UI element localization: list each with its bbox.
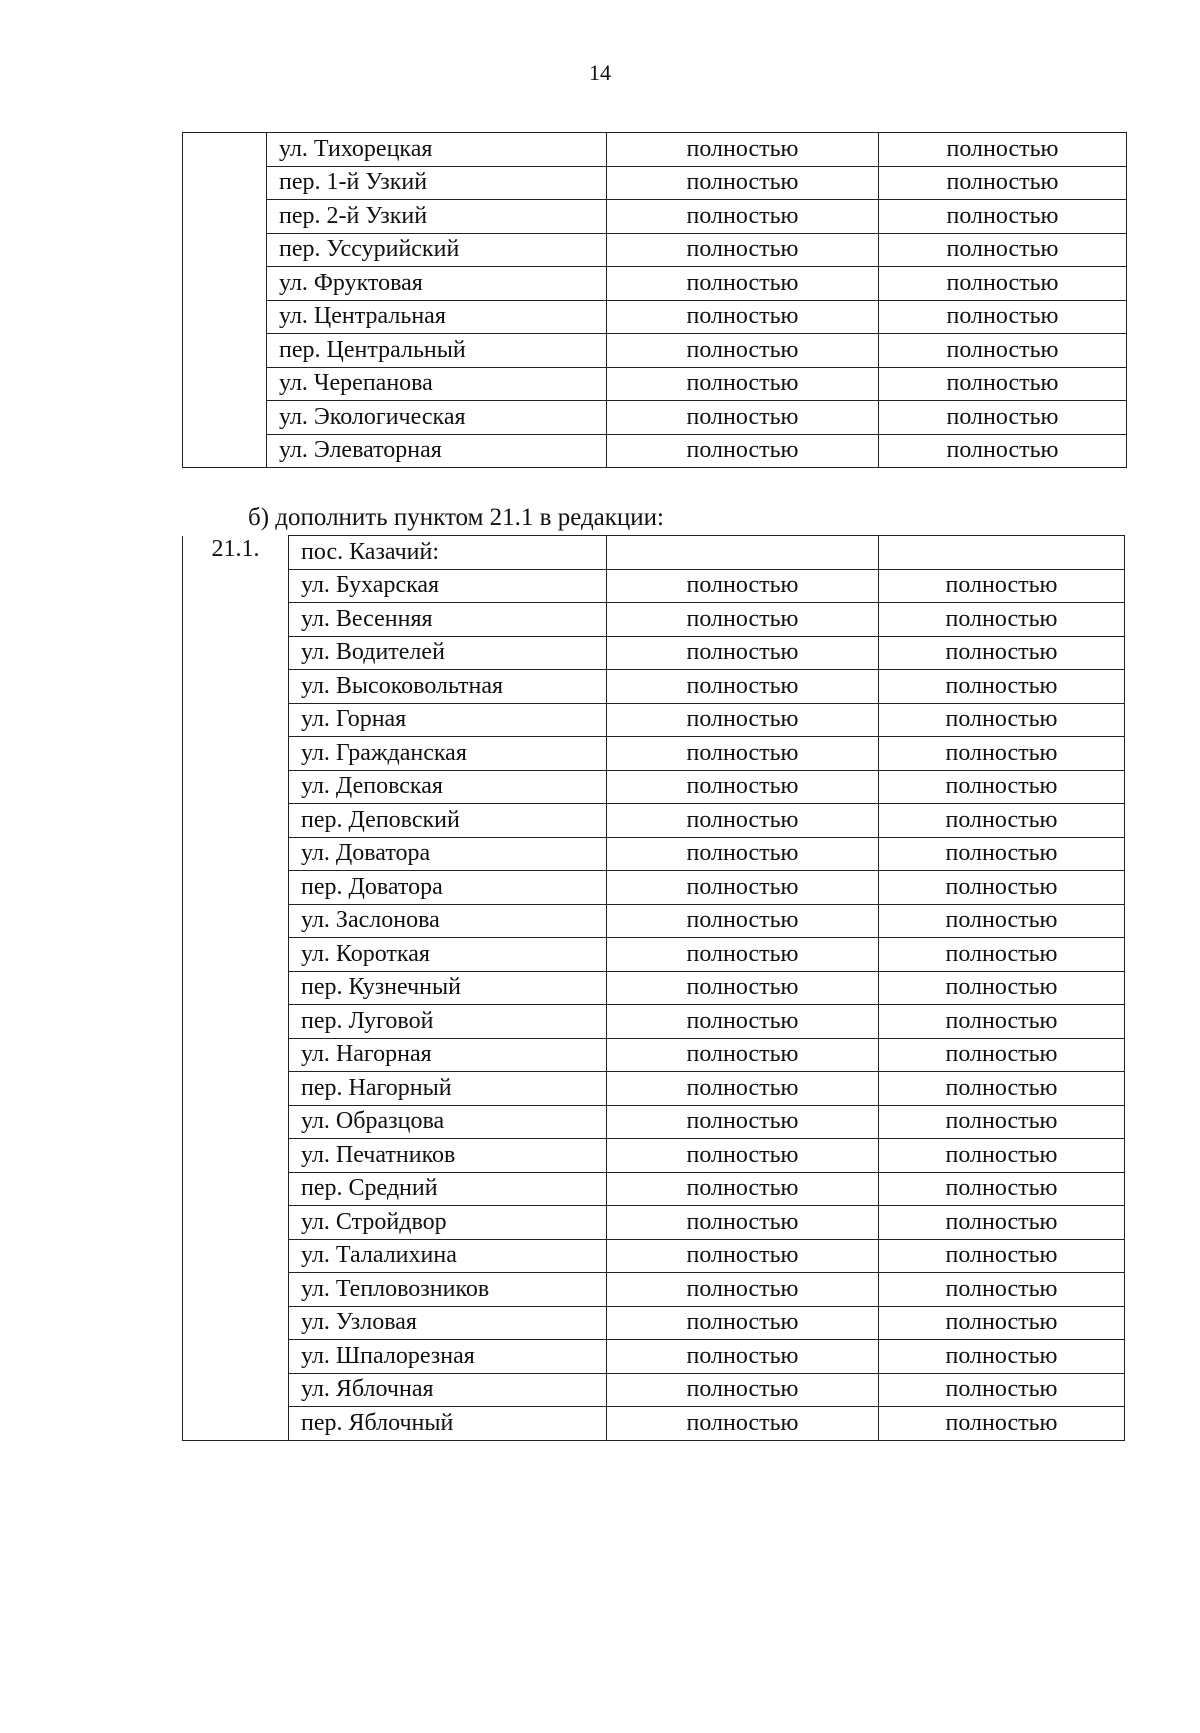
coverage-cell: полностью xyxy=(879,871,1125,905)
coverage-cell: полностью xyxy=(879,434,1127,468)
street-name-cell: пер. Средний xyxy=(289,1172,607,1206)
coverage-cell: полностью xyxy=(607,737,879,771)
item-21-1-table xyxy=(182,535,1125,1441)
coverage-cell: полностью xyxy=(607,770,879,804)
coverage-cell: полностью xyxy=(879,703,1125,737)
table-row xyxy=(183,166,1127,200)
table-row xyxy=(183,401,1127,435)
street-name-cell: ул. Шпалорезная xyxy=(289,1340,607,1374)
coverage-cell: полностью xyxy=(879,1105,1125,1139)
table-row xyxy=(183,1206,1125,1240)
table-row xyxy=(183,1105,1125,1139)
streets-table-continued-body xyxy=(183,133,1127,468)
street-name-cell: ул. Яблочная xyxy=(289,1373,607,1407)
street-name-cell: ул. Нагорная xyxy=(289,1038,607,1072)
table-row xyxy=(183,904,1125,938)
coverage-cell: полностью xyxy=(607,1407,879,1441)
coverage-cell: полностью xyxy=(607,166,879,200)
street-name-cell: ул. Фруктовая xyxy=(267,267,607,301)
coverage-cell: полностью xyxy=(879,938,1125,972)
coverage-cell: полностью xyxy=(607,133,879,167)
street-name-cell: ул. Доватора xyxy=(289,837,607,871)
coverage-cell: полностью xyxy=(879,1072,1125,1106)
table-row xyxy=(183,1407,1125,1441)
coverage-cell: полностью xyxy=(607,971,879,1005)
table-row xyxy=(183,200,1127,234)
coverage-cell: полностью xyxy=(607,904,879,938)
street-name-cell: ул. Талалихина xyxy=(289,1239,607,1273)
street-name-cell: ул. Черепанова xyxy=(267,367,607,401)
coverage-cell: полностью xyxy=(879,1206,1125,1240)
coverage-cell: полностью xyxy=(879,636,1125,670)
table-row xyxy=(183,703,1125,737)
table-row xyxy=(183,1172,1125,1206)
streets-table-continued xyxy=(182,132,1127,468)
coverage-cell: полностью xyxy=(607,938,879,972)
table-row xyxy=(183,1239,1125,1273)
coverage-cell: полностью xyxy=(607,1139,879,1173)
street-name-cell: ул. Образцова xyxy=(289,1105,607,1139)
coverage-cell: полностью xyxy=(879,737,1125,771)
table-row-header xyxy=(183,536,1125,570)
coverage-cell: полностью xyxy=(607,569,879,603)
coverage-cell: полностью xyxy=(607,1072,879,1106)
coverage-cell: полностью xyxy=(879,971,1125,1005)
table-row xyxy=(183,569,1125,603)
coverage-cell: полностью xyxy=(607,703,879,737)
table-row xyxy=(183,871,1125,905)
street-name-cell: ул. Бухарская xyxy=(289,569,607,603)
table-row xyxy=(183,670,1125,704)
coverage-cell: полностью xyxy=(879,200,1127,234)
table-row xyxy=(183,737,1125,771)
coverage-cell: полностью xyxy=(607,1172,879,1206)
table-row xyxy=(183,1273,1125,1307)
table-row xyxy=(183,804,1125,838)
coverage-cell: полностью xyxy=(879,233,1127,267)
street-name-cell: ул. Деповская xyxy=(289,770,607,804)
coverage-cell: полностью xyxy=(879,1005,1125,1039)
coverage-cell: полностью xyxy=(607,267,879,301)
coverage-cell: полностью xyxy=(607,670,879,704)
street-name-cell: ул. Горная xyxy=(289,703,607,737)
coverage-cell: полностью xyxy=(879,904,1125,938)
street-name-cell: ул. Тепловозников xyxy=(289,1273,607,1307)
coverage-cell: полностью xyxy=(607,334,879,368)
table-row xyxy=(183,603,1125,637)
table-row xyxy=(183,1038,1125,1072)
street-name-cell: пер. Деповский xyxy=(289,804,607,838)
coverage-cell: полностью xyxy=(607,1105,879,1139)
item-number-cell xyxy=(183,133,267,468)
coverage-cell: полностью xyxy=(879,401,1127,435)
coverage-cell: полностью xyxy=(607,1373,879,1407)
coverage-cell: полностью xyxy=(879,1172,1125,1206)
street-name-cell: пер. Яблочный xyxy=(289,1407,607,1441)
coverage-cell: полностью xyxy=(879,1239,1125,1273)
coverage-cell: полностью xyxy=(879,1139,1125,1173)
coverage-cell: полностью xyxy=(607,871,879,905)
coverage-cell: полностью xyxy=(879,1273,1125,1307)
coverage-cell: полностью xyxy=(879,1373,1125,1407)
page-number: 14 xyxy=(589,60,611,85)
table-row xyxy=(183,1306,1125,1340)
table-row xyxy=(183,837,1125,871)
table-row xyxy=(183,1373,1125,1407)
table-row xyxy=(183,1072,1125,1106)
coverage-cell: полностью xyxy=(607,1038,879,1072)
table-row xyxy=(183,636,1125,670)
coverage-cell: полностью xyxy=(879,837,1125,871)
street-name-cell: пер. Центральный xyxy=(267,334,607,368)
table-row xyxy=(183,1139,1125,1173)
coverage-cell: полностью xyxy=(607,233,879,267)
street-name-cell: ул. Элеваторная xyxy=(267,434,607,468)
coverage-cell: полностью xyxy=(879,1038,1125,1072)
table-row xyxy=(183,770,1125,804)
coverage-cell: полностью xyxy=(607,603,879,637)
coverage-cell: полностью xyxy=(607,1239,879,1273)
coverage-cell: полностью xyxy=(607,300,879,334)
street-name-cell: пер. Уссурийский xyxy=(267,233,607,267)
table-row xyxy=(183,367,1127,401)
coverage-cell: полностью xyxy=(607,401,879,435)
street-name-cell: ул. Тихорецкая xyxy=(267,133,607,167)
table-row xyxy=(183,971,1125,1005)
item-21-1-table-body xyxy=(183,536,1125,1441)
coverage-cell: полностью xyxy=(607,1340,879,1374)
table-row xyxy=(183,334,1127,368)
coverage-cell: полностью xyxy=(607,200,879,234)
street-name-cell: пер. Доватора xyxy=(289,871,607,905)
coverage-cell: полностью xyxy=(879,267,1127,301)
table-row xyxy=(183,133,1127,167)
street-name-cell: ул. Высоковольтная xyxy=(289,670,607,704)
coverage-cell: полностью xyxy=(607,636,879,670)
street-name-cell: ул. Экологическая xyxy=(267,401,607,435)
coverage-cell: полностью xyxy=(879,334,1127,368)
coverage-cell: полностью xyxy=(607,1306,879,1340)
table-row xyxy=(183,300,1127,334)
street-name-cell: пер. Кузнечный xyxy=(289,971,607,1005)
table-row xyxy=(183,267,1127,301)
street-name-cell: пер. Луговой xyxy=(289,1005,607,1039)
coverage-cell: полностью xyxy=(607,1206,879,1240)
coverage-cell: полностью xyxy=(879,367,1127,401)
street-name-cell: ул. Стройдвор xyxy=(289,1206,607,1240)
coverage-cell: полностью xyxy=(879,569,1125,603)
street-name-cell: ул. Заслонова xyxy=(289,904,607,938)
coverage-cell: полностью xyxy=(879,603,1125,637)
table-row xyxy=(183,1005,1125,1039)
settlement-name-cell: пос. Казачий: xyxy=(289,536,607,570)
coverage-cell: полностью xyxy=(879,1407,1125,1441)
coverage-cell: полностью xyxy=(607,1273,879,1307)
table-row xyxy=(183,938,1125,972)
coverage-cell: полностью xyxy=(607,1005,879,1039)
table-row xyxy=(183,434,1127,468)
empty-cell xyxy=(607,536,879,570)
street-name-cell: пер. 1-й Узкий xyxy=(267,166,607,200)
coverage-cell: полностью xyxy=(879,133,1127,167)
street-name-cell: пер. 2-й Узкий xyxy=(267,200,607,234)
coverage-cell: полностью xyxy=(879,770,1125,804)
coverage-cell: полностью xyxy=(607,837,879,871)
street-name-cell: ул. Короткая xyxy=(289,938,607,972)
table-row xyxy=(183,233,1127,267)
table-row xyxy=(183,1340,1125,1374)
amendment-intro-text: б) дополнить пунктом 21.1 в редакции: xyxy=(248,504,665,531)
coverage-cell: полностью xyxy=(607,367,879,401)
coverage-cell: полностью xyxy=(879,300,1127,334)
street-name-cell: ул. Центральная xyxy=(267,300,607,334)
coverage-cell: полностью xyxy=(879,670,1125,704)
street-name-cell: ул. Весенняя xyxy=(289,603,607,637)
empty-cell xyxy=(879,536,1125,570)
coverage-cell: полностью xyxy=(879,1306,1125,1340)
item-number-cell: 21.1. xyxy=(183,536,289,1441)
street-name-cell: пер. Нагорный xyxy=(289,1072,607,1106)
coverage-cell: полностью xyxy=(879,804,1125,838)
coverage-cell: полностью xyxy=(879,166,1127,200)
street-name-cell: ул. Гражданская xyxy=(289,737,607,771)
street-name-cell: ул. Узловая xyxy=(289,1306,607,1340)
street-name-cell: ул. Печатников xyxy=(289,1139,607,1173)
coverage-cell: полностью xyxy=(607,804,879,838)
coverage-cell: полностью xyxy=(607,434,879,468)
coverage-cell: полностью xyxy=(879,1340,1125,1374)
street-name-cell: ул. Водителей xyxy=(289,636,607,670)
